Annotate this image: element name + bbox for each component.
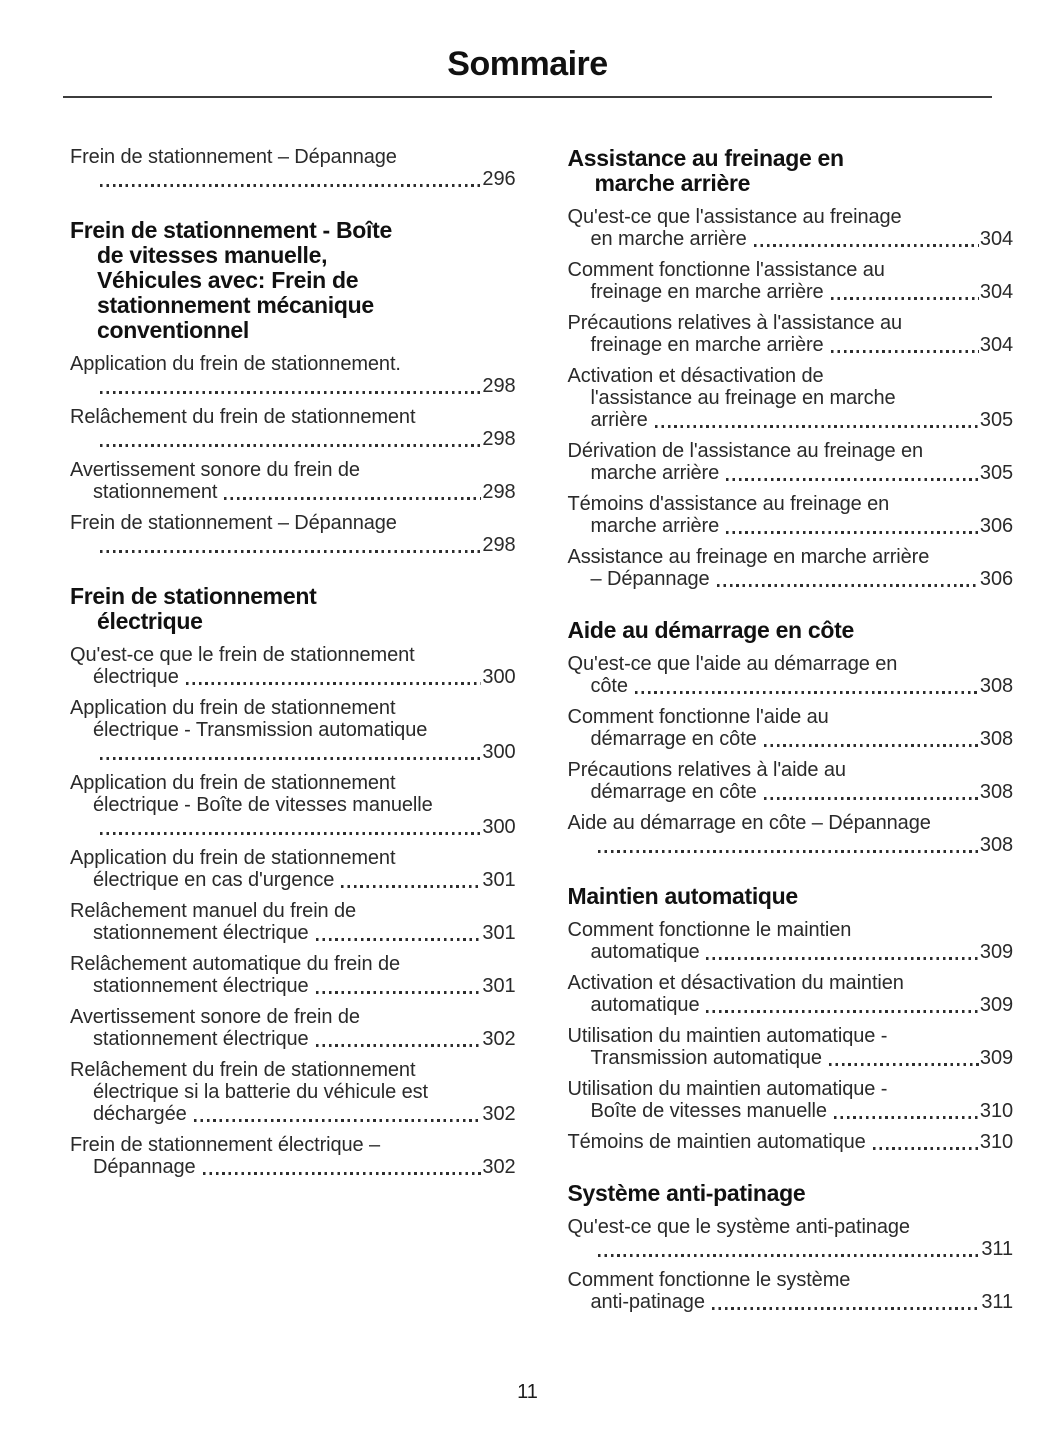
- toc-entry-line: Boîte de vitesses manuelle: [590, 1100, 827, 1122]
- toc-entry-line: Utilisation du maintien automatique -: [567, 1078, 888, 1100]
- toc-entry-line: Dépannage: [93, 1156, 196, 1178]
- toc-entry-line: l'assistance au freinage en marche: [590, 387, 896, 409]
- toc-entry-line: – Dépannage: [590, 568, 710, 590]
- toc-entry-leader-row: [568, 409, 1014, 431]
- toc-entry-line: stationnement électrique: [93, 975, 309, 997]
- toc-entry: [568, 546, 1014, 590]
- toc-entry: [568, 1078, 1014, 1122]
- page-ref: 309: [979, 1047, 1013, 1069]
- toc-entry-leader-row: [70, 975, 516, 997]
- toc-entry-line: stationnement électrique: [93, 922, 309, 944]
- toc-entry-leader-row: [568, 781, 1014, 803]
- heading-line: conventionnel: [97, 317, 250, 343]
- toc-entry-leader-row: [70, 816, 516, 838]
- toc-entry: [70, 406, 516, 450]
- page-title: Sommaire: [447, 45, 608, 83]
- page-ref: 301: [482, 869, 516, 891]
- toc-entry-line: électrique en cas d'urgence: [93, 869, 335, 891]
- toc-entry-line: anti-patinage: [590, 1291, 705, 1313]
- toc-entry: [70, 847, 516, 891]
- dot-leader: [635, 691, 979, 694]
- dot-leader: [100, 444, 481, 447]
- dot-leader: [754, 244, 979, 247]
- dot-leader: [706, 1010, 978, 1013]
- toc-entry-leader-row: [568, 1131, 1014, 1153]
- toc-column-left: [70, 146, 516, 1322]
- toc-entry-line: Relâchement du frein de stationnement: [70, 1059, 416, 1081]
- page-ref: 300: [482, 816, 516, 838]
- toc-entry: [70, 900, 516, 944]
- toc-entry: [70, 146, 516, 190]
- toc-column-right: [568, 146, 1014, 1322]
- toc-entry-line: Comment fonctionne le système: [567, 1269, 851, 1291]
- toc-entry-line: arrière: [590, 409, 648, 431]
- dot-leader: [100, 757, 481, 760]
- toc-entry-leader-row: [568, 834, 1014, 856]
- toc-section-heading: [70, 584, 516, 634]
- page-ref: 309: [979, 941, 1013, 963]
- heading-line: de vitesses manuelle,: [97, 242, 328, 268]
- page-ref: 310: [979, 1100, 1013, 1122]
- toc-entry-line: Dérivation de l'assistance au freinage en: [567, 440, 923, 462]
- toc-entry-leader-row: [70, 666, 516, 688]
- page-ref: 302: [482, 1156, 516, 1178]
- toc-entry-line: électrique - Transmission automatique: [93, 719, 428, 741]
- toc-entry-line: Témoins de maintien automatique: [567, 1131, 866, 1153]
- toc-entry: [568, 653, 1014, 697]
- footer-page-number: 11: [517, 1381, 538, 1403]
- toc-entry-leader-row: [70, 922, 516, 944]
- toc-entry: [568, 972, 1014, 1016]
- dot-leader: [706, 957, 978, 960]
- toc-entry: [568, 1269, 1014, 1313]
- page-ref: 306: [979, 515, 1013, 537]
- toc-entry-line: Comment fonctionne le maintien: [567, 919, 852, 941]
- toc-entry: [70, 1134, 516, 1178]
- toc-entry-line: Précautions relatives à l'aide au: [567, 759, 846, 781]
- toc-entry-leader-row: [70, 375, 516, 397]
- page-ref: 305: [979, 462, 1013, 484]
- toc-entry-leader-row: [70, 428, 516, 450]
- toc-entry-line: Application du frein de stationnement.: [70, 353, 401, 375]
- toc-entry-leader-row: [70, 869, 516, 891]
- toc-entry-line: démarrage en côte: [590, 728, 757, 750]
- toc-entry-line: Relâchement du frein de stationnement: [70, 406, 416, 428]
- heading-line: Système anti-patinage: [567, 1180, 806, 1206]
- heading-line: Véhicules avec: Frein de: [97, 267, 359, 293]
- toc-entry-line: Relâchement automatique du frein de: [70, 953, 401, 975]
- dot-leader: [764, 797, 979, 800]
- toc-entry: [568, 259, 1014, 303]
- dot-leader: [655, 425, 979, 428]
- page-ref: 298: [482, 375, 516, 397]
- toc-entry: [568, 440, 1014, 484]
- dot-leader: [316, 991, 482, 994]
- toc-entry-line: Précautions relatives à l'assistance au: [567, 312, 903, 334]
- toc-entry: [70, 1006, 516, 1050]
- dot-leader: [194, 1119, 482, 1122]
- toc-entry: [568, 812, 1014, 856]
- toc-entry-line: Utilisation du maintien automatique -: [567, 1025, 888, 1047]
- page-ref: 304: [979, 228, 1013, 250]
- toc-entry-line: démarrage en côte: [590, 781, 757, 803]
- page-ref: 311: [981, 1238, 1013, 1260]
- dot-leader: [831, 297, 979, 300]
- dot-leader: [726, 531, 979, 534]
- toc-entry: [568, 1216, 1014, 1260]
- toc-entry-line: Relâchement manuel du frein de: [70, 900, 357, 922]
- page-ref: 302: [482, 1028, 516, 1050]
- toc-entry-leader-row: [568, 515, 1014, 537]
- toc-entry: [568, 759, 1014, 803]
- heading-line: Assistance au freinage en: [567, 145, 844, 171]
- toc-section-heading: [70, 218, 516, 343]
- page-ref: 308: [979, 728, 1013, 750]
- toc-entry-leader-row: [568, 334, 1014, 356]
- toc-entry-line: Avertissement sonore de frein de: [70, 1006, 360, 1028]
- heading-line: Maintien automatique: [567, 883, 798, 909]
- toc-entry-leader-row: [70, 481, 516, 503]
- toc-entry-line: Frein de stationnement – Dépannage: [70, 512, 397, 534]
- toc-entry: [568, 1025, 1014, 1069]
- dot-leader: [717, 584, 979, 587]
- toc-entry: [70, 953, 516, 997]
- toc-entry-line: stationnement: [93, 481, 218, 503]
- dot-leader: [100, 391, 481, 394]
- toc-entry-leader-row: [70, 741, 516, 763]
- toc-entry-leader-row: [70, 1028, 516, 1050]
- page-ref: 308: [979, 675, 1013, 697]
- dot-leader: [100, 550, 481, 553]
- toc-entry-leader-row: [568, 228, 1014, 250]
- toc-entry-leader-row: [70, 1103, 516, 1125]
- toc-entry-line: Qu'est-ce que l'aide au démarrage en: [567, 653, 898, 675]
- toc-entry-line: marche arrière: [590, 515, 720, 537]
- page-ref: 301: [482, 922, 516, 944]
- toc-entry: [70, 644, 516, 688]
- toc-entry-line: Témoins d'assistance au freinage en: [567, 493, 890, 515]
- toc-entry-line: automatique: [590, 941, 700, 963]
- heading-line: Aide au démarrage en côte: [567, 617, 854, 643]
- toc-entry-line: côte: [590, 675, 628, 697]
- toc-entry-line: électrique si la batterie du véhicule est: [93, 1081, 428, 1103]
- toc-entry-leader-row: [568, 462, 1014, 484]
- page-ref: 296: [482, 168, 516, 190]
- dot-leader: [341, 885, 481, 888]
- toc-entry-line: freinage en marche arrière: [590, 334, 824, 356]
- dot-leader: [203, 1172, 482, 1175]
- page-ref: 298: [482, 481, 516, 503]
- dot-leader: [764, 744, 979, 747]
- toc-entry: [568, 919, 1014, 963]
- toc-entry: [568, 706, 1014, 750]
- toc-entry: [568, 312, 1014, 356]
- toc-entry-line: automatique: [590, 994, 700, 1016]
- toc-entry-leader-row: [568, 1047, 1014, 1069]
- toc-entry-line: Comment fonctionne l'aide au: [567, 706, 829, 728]
- dot-leader: [831, 350, 979, 353]
- heading-line: stationnement mécanique: [97, 292, 374, 318]
- toc-entry: [568, 365, 1014, 431]
- page-ref: 298: [482, 534, 516, 556]
- toc-entry-leader-row: [70, 168, 516, 190]
- page-ref: 309: [979, 994, 1013, 1016]
- toc-entry: [568, 1131, 1014, 1153]
- dot-leader: [712, 1307, 981, 1310]
- heading-line: marche arrière: [594, 170, 751, 196]
- page-ref: 304: [979, 281, 1013, 303]
- toc-entry-line: Qu'est-ce que l'assistance au freinage: [567, 206, 902, 228]
- page-ref: 300: [482, 666, 516, 688]
- toc-section-heading: [568, 884, 1014, 909]
- toc-entry: [70, 697, 516, 763]
- page-ref: 302: [482, 1103, 516, 1125]
- page-ref: 300: [482, 741, 516, 763]
- toc-section-heading: [568, 146, 1014, 196]
- toc-entry-leader-row: [568, 568, 1014, 590]
- toc-entry-line: Application du frein de stationnement: [70, 697, 396, 719]
- toc-entry-leader-row: [70, 534, 516, 556]
- toc-entry: [70, 512, 516, 556]
- toc-entry-line: déchargée: [93, 1103, 187, 1125]
- dot-leader: [726, 478, 979, 481]
- toc-entry-leader-row: [568, 728, 1014, 750]
- toc-entry-leader-row: [568, 941, 1014, 963]
- toc-entry-line: Activation et désactivation de: [567, 365, 824, 387]
- page-ref: 304: [979, 334, 1013, 356]
- dot-leader: [598, 850, 979, 853]
- toc-entry-leader-row: [568, 675, 1014, 697]
- dot-leader: [598, 1254, 981, 1257]
- page-ref: 310: [979, 1131, 1013, 1153]
- toc-entry-line: Frein de stationnement électrique –: [70, 1134, 381, 1156]
- toc-entry-line: Qu'est-ce que le frein de stationnement: [70, 644, 415, 666]
- dot-leader: [224, 497, 481, 500]
- toc-entry: [70, 459, 516, 503]
- heading-line: Frein de stationnement - Boîte: [70, 217, 392, 243]
- toc-entry-leader-row: [568, 1291, 1014, 1313]
- dot-leader: [829, 1063, 979, 1066]
- page-ref: 308: [979, 781, 1013, 803]
- dot-leader: [316, 938, 482, 941]
- toc-entry-line: marche arrière: [590, 462, 720, 484]
- page-ref: 306: [979, 568, 1013, 590]
- toc-section-heading: [568, 1181, 1014, 1206]
- heading-line: électrique: [97, 608, 203, 634]
- toc-entry-line: Comment fonctionne l'assistance au: [567, 259, 885, 281]
- dot-leader: [873, 1147, 979, 1150]
- toc-entry-line: Transmission automatique: [590, 1047, 822, 1069]
- toc-entry-line: Activation et désactivation du maintien: [567, 972, 904, 994]
- toc-entry-leader-row: [568, 994, 1014, 1016]
- toc-entry-line: Aide au démarrage en côte – Dépannage: [567, 812, 931, 834]
- toc-entry-leader-row: [70, 1156, 516, 1178]
- dot-leader: [316, 1044, 482, 1047]
- toc-entry-line: électrique: [93, 666, 179, 688]
- toc-entry: [568, 493, 1014, 537]
- toc-entry: [70, 772, 516, 838]
- page-ref: 301: [482, 975, 516, 997]
- toc-entry-line: Qu'est-ce que le système anti-patinage: [567, 1216, 910, 1238]
- toc-entry-line: Application du frein de stationnement: [70, 772, 396, 794]
- toc-section-heading: [568, 618, 1014, 643]
- toc-entry-leader-row: [568, 281, 1014, 303]
- toc-entry: [70, 353, 516, 397]
- page-ref: 298: [482, 428, 516, 450]
- toc-entry-line: stationnement électrique: [93, 1028, 309, 1050]
- toc-entry-line: Avertissement sonore du frein de: [70, 459, 360, 481]
- page-ref: 305: [979, 409, 1013, 431]
- dot-leader: [834, 1116, 979, 1119]
- title-divider: [63, 96, 992, 98]
- dot-leader: [100, 832, 481, 835]
- toc-entry-line: Frein de stationnement – Dépannage: [70, 146, 397, 168]
- page-ref: 311: [981, 1291, 1013, 1313]
- page-ref: 308: [979, 834, 1013, 856]
- toc-entry-line: électrique - Boîte de vitesses manuelle: [93, 794, 433, 816]
- toc-entry-leader-row: [568, 1238, 1014, 1260]
- toc-entry: [568, 206, 1014, 250]
- toc-entry-line: Application du frein de stationnement: [70, 847, 396, 869]
- toc-entry-line: Assistance au freinage en marche arrière: [567, 546, 930, 568]
- toc-entry-leader-row: [568, 1100, 1014, 1122]
- toc-entry-line: en marche arrière: [590, 228, 747, 250]
- heading-line: Frein de stationnement: [70, 583, 317, 609]
- toc-columns: [0, 146, 1055, 1322]
- toc-entry-line: freinage en marche arrière: [590, 281, 824, 303]
- dot-leader: [100, 184, 481, 187]
- toc-entry: [70, 1059, 516, 1125]
- dot-leader: [186, 682, 482, 685]
